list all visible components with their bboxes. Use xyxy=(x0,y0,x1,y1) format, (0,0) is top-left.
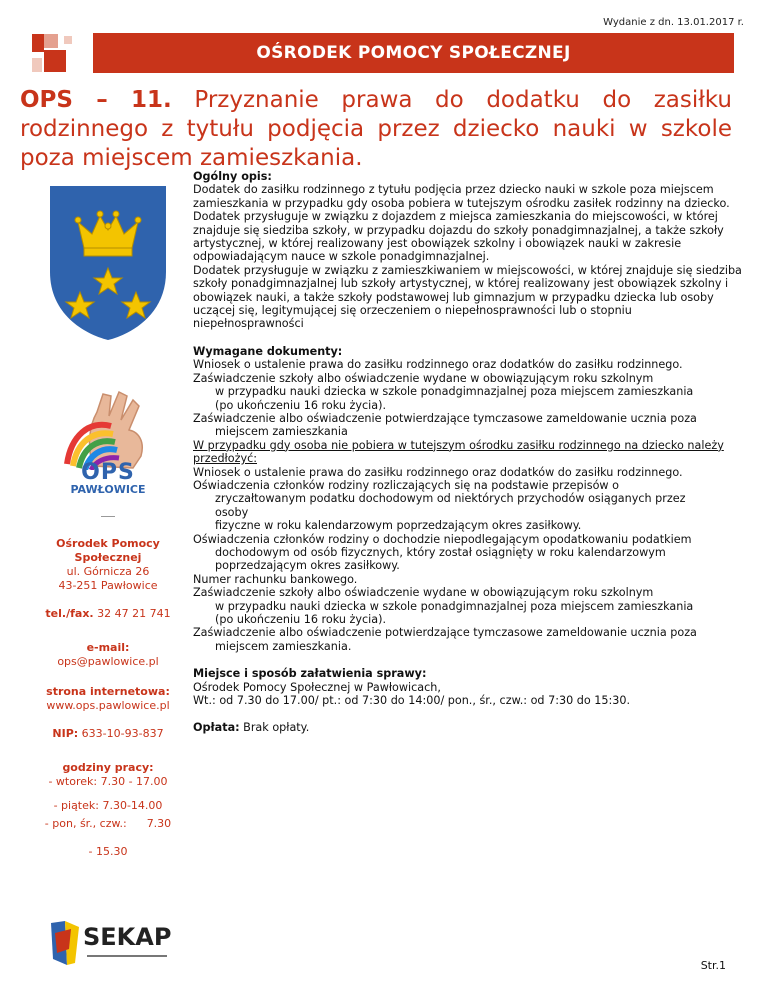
doc-item: zryczałtowanym podatku dochodowym od niektórych przychodów osiąganych przez xyxy=(215,492,686,506)
email-link[interactable]: ops@pawlowice.pl xyxy=(57,655,159,668)
opis-heading: Ogólny opis: xyxy=(193,170,272,183)
divider xyxy=(101,516,115,517)
fee-value: Brak opłaty. xyxy=(239,721,310,735)
decorative-squares xyxy=(22,26,82,86)
ops-logo-text: OPS xyxy=(81,460,135,485)
header-banner: OŚRODEK POMOCY SPOŁECZNEJ xyxy=(93,33,734,73)
doc-item: Zaświadczenie szkoły albo oświadczenie wydane w obowiązującym roku szkolnym xyxy=(193,586,654,600)
doc-item: miejscem zamieszkania xyxy=(215,425,348,439)
doc-item: poprzedzającym okres zasiłkowy. xyxy=(215,559,400,573)
doc-item: Oświadczenia członków rodziny rozliczających się na podstawie przepisów o xyxy=(193,478,619,492)
hand-rainbow-icon xyxy=(53,386,163,470)
email-label: e-mail: xyxy=(86,641,130,654)
sekap-text: SEKAP xyxy=(83,923,172,951)
org-nip: NIP: 633-10-93-837 xyxy=(52,727,164,740)
doc-item: fizyczne w roku kalendarzowym poprzedzającym okres zasiłkowy. xyxy=(215,519,582,533)
fee xyxy=(193,721,745,734)
doc-item: Zaświadczenie albo oświadczenie potwierdzające tymczasowe zameldowanie ucznia poza xyxy=(193,626,697,640)
docs-underlined-note: W przypadku gdy osoba nie pobiera w tutejszym ośrodku zasiłku rodzinnego na dziecko należy przedłożyć: xyxy=(193,438,724,466)
title-text: Przyznanie prawa do dodatku do zasiłku rodzinnego z tytułu podjęcia przez dziecko nauki w szkole poza miejscem zamieszkania. xyxy=(20,87,732,171)
doc-item: w przypadku nauki dziecka w szkole ponadgimnazjalnej poza miejscem zamieszkania xyxy=(215,385,694,399)
main-content xyxy=(193,170,745,735)
sekap-logo xyxy=(43,913,173,983)
sidebar xyxy=(24,180,192,983)
place-line-2: Wt.: od 7.30 do 17.00/ pt.: od 7:30 do 14:00/ pon., śr., czw.: od 7:30 do 15:30. xyxy=(193,694,631,708)
sekap-tagline-line xyxy=(87,955,167,957)
hours-mon-wed-thu-end: - 15.30 xyxy=(88,845,128,858)
doc-item: Zaświadczenie szkoły albo oświadczenie wydane w obowiązującym roku szkolnym xyxy=(193,371,654,385)
doc-item: miejscem zamieszkania. xyxy=(215,639,352,653)
ops-logo xyxy=(53,386,163,496)
doc-item: Wniosek o ustalenie prawa do zasiłku rodzinnego oraz dodatków do zasiłku rodzinnego. xyxy=(193,465,683,479)
doc-item: dochodowym od osób fizycznych, który został osiągnięty w roku kalendarzowym xyxy=(215,545,666,559)
doc-item: (po ukończeniu 16 roku życia). xyxy=(215,398,387,412)
coat-of-arms-icon xyxy=(44,180,172,344)
place-heading: Miejsce i sposób załatwienia sprawy: xyxy=(193,667,427,681)
sekap-emblem-icon xyxy=(49,919,85,967)
opis-paragraph-3: Dodatek przysługuje w związku z zamieszkiwaniem w miejscowości, w której znajduje się siedziba szkoły ponadgimnazjalnej lub szkoły artystycznej, w której realizowany jest obowiązek szkolny i obowiązek nauki, a także szkoły podstawowej lub gimnazjum w przypadku dziecka lub osoby uczącej się, legitymującej się orzeczeniem o niepełnosprawności lub o stopniu niepełnosprawności xyxy=(193,263,742,331)
hours-label: godziny pracy: xyxy=(62,761,154,774)
hours-friday: - piątek: 7.30-14.00 xyxy=(53,799,163,812)
place-line-1: Ośrodek Pomocy Społecznej w Pawłowicach, xyxy=(193,680,441,694)
doc-item: Numer rachunku bankowego. xyxy=(193,572,358,586)
web-label: strona internetowa: xyxy=(46,685,170,698)
page-number: Str.1 xyxy=(700,959,726,972)
doc-item: (po ukończeniu 16 roku życia). xyxy=(215,613,387,626)
opis-paragraph-2: Dodatek przysługuje w związku z dojazdem z miejsca zamieszkania do miejscowości, w której znajduje się siedziba szkoły, w przypadku dojazdu do szkoły ponadgimnazjalnej, a także szkoły artystycznej, w której realizowany jest obowiązek szkolny i obowiązek nauki w zakresie odpowiadającym nauce w szkole ponadgimnazjalnej. xyxy=(193,210,724,264)
doc-item: Oświadczenia członków rodziny o dochodzie niepodlegającym opodatkowaniu podatkiem xyxy=(193,532,692,546)
page-title xyxy=(20,86,732,173)
doc-item: Wniosek o ustalenie prawa do zasiłku rodzinnego oraz dodatków do zasiłku rodzinnego. xyxy=(193,358,683,372)
title-code: OPS – 11. xyxy=(20,87,172,113)
org-address-2: 43-251 Pawłowice xyxy=(58,579,158,592)
doc-item: osoby xyxy=(215,505,249,519)
org-phone: tel./fax. 32 47 21 741 xyxy=(45,607,171,620)
org-address-1: ul. Górnicza 26 xyxy=(66,565,150,578)
hours-mon-wed-thu: - pon, śr., czw.: 7.30 xyxy=(44,817,172,830)
fee-heading: Opłata: xyxy=(193,721,240,735)
ops-logo-sub: PAWŁOWICE xyxy=(70,483,146,496)
edition-date: Wydanie z dn. 13.01.2017 r. xyxy=(603,17,744,28)
opis-paragraph-1: Dodatek do zasiłku rodzinnego z tytułu podjęcia przez dziecko nauki w szkole poza miejscem zamieszkania w przypadku gdy osoba pobiera w tutejszym ośrodku zasiłek rodzinny na dziecko. xyxy=(193,183,730,210)
web-link[interactable]: www.ops.pawlowice.pl xyxy=(46,699,170,712)
doc-item: Zaświadczenie albo oświadczenie potwierdzające tymczasowe zameldowanie ucznia poza xyxy=(193,411,697,425)
docs-heading: Wymagane dokumenty: xyxy=(193,344,343,358)
doc-item: w przypadku nauki dziecka w szkole ponadgimnazjalnej poza miejscem zamieszkania xyxy=(215,599,694,613)
hours-tuesday: - wtorek: 7.30 - 17.00 xyxy=(48,775,168,788)
org-name: Ośrodek Pomocy Społecznej xyxy=(56,537,160,564)
